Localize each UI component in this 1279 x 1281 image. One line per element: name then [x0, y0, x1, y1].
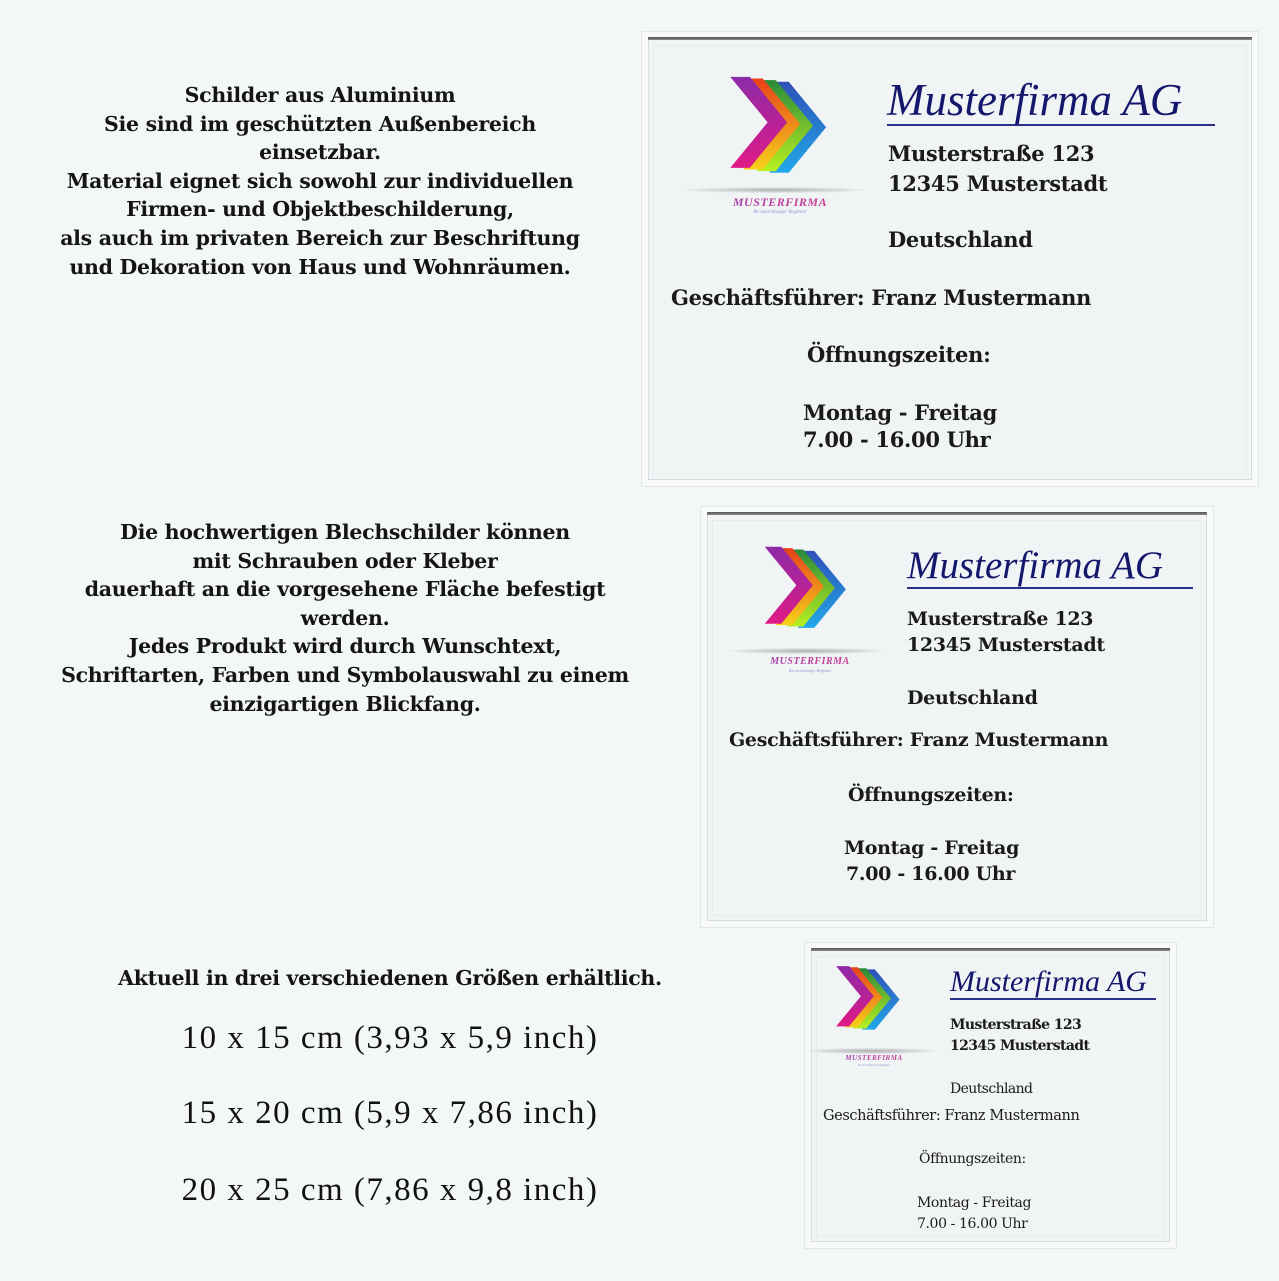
size-option-small: 10 x 15 cm (3,93 x 5,9 inch) — [181, 1020, 599, 1056]
mounting-line: mit Schrauben oder Kleber — [192, 548, 498, 573]
opening-hours-label: Öffnungszeiten: — [807, 342, 991, 367]
company-name: Musterfirma AG — [950, 966, 1156, 1000]
country: Deutschland — [950, 1081, 1033, 1097]
company-name: Musterfirma AG — [907, 546, 1193, 589]
size-option-large: 20 x 25 cm (7,86 x 9,8 inch) — [181, 1172, 599, 1208]
city: 12345 Musterstadt — [950, 1038, 1090, 1054]
company-logo — [730, 538, 890, 678]
country: Deutschland — [888, 227, 1033, 252]
country: Deutschland — [907, 687, 1038, 709]
opening-hours-label: Öffnungszeiten: — [919, 1151, 1026, 1167]
street: Musterstraße 123 — [907, 608, 1094, 630]
street: Musterstraße 123 — [950, 1017, 1082, 1033]
city: 12345 Musterstadt — [888, 171, 1108, 196]
rainbow-chevron-logo-icon — [834, 962, 920, 1038]
opening-hours: 7.00 - 16.00 Uhr — [846, 863, 1016, 885]
mounting-line: dauerhaft an die vorgesehene Fläche befestigt — [84, 577, 606, 602]
mounting-line: werden. — [300, 605, 390, 630]
company-name: Musterfirma AG — [887, 77, 1215, 126]
logo-reflection — [730, 648, 885, 654]
mounting-line: Schriftarten, Farben und Symbolauswahl zu einem — [61, 662, 629, 687]
intro-line: Sie sind im geschützten Außenbereich — [104, 111, 536, 136]
intro-line: Schilder aus Aluminium — [184, 83, 456, 107]
mounting-line: einzigartigen Blickfang. — [209, 691, 481, 716]
opening-hours-label: Öffnungszeiten: — [848, 784, 1014, 806]
intro-line: einsetzbar. — [259, 140, 381, 165]
mounting-paragraph — [10, 518, 680, 718]
sign-preview-medium — [707, 513, 1207, 921]
street: Musterstraße 123 — [888, 141, 1095, 166]
intro-paragraph — [20, 81, 620, 281]
managing-director: Geschäftsführer: Franz Mustermann — [729, 729, 1109, 751]
logo-name: MUSTERFIRMA — [730, 656, 890, 667]
mounting-line: Die hochwertigen Blechschilder können — [120, 520, 570, 544]
logo-tagline: Ihr zuverlässiger Begleiter — [788, 668, 832, 673]
logo-tagline: Ihr zuverlässiger Begleiter — [857, 1063, 891, 1067]
mounting-line: Jedes Produkt wird durch Wunschtext, — [128, 634, 562, 659]
city: 12345 Musterstadt — [907, 634, 1105, 656]
sign-preview-small — [811, 949, 1170, 1242]
company-logo — [685, 71, 865, 221]
opening-hours: 7.00 - 16.00 Uhr — [803, 427, 991, 452]
logo-name: MUSTERFIRMA — [812, 1054, 936, 1062]
sign-preview-large — [648, 38, 1252, 480]
managing-director: Geschäftsführer: Franz Mustermann — [823, 1108, 1080, 1124]
rainbow-chevron-logo-icon — [762, 542, 872, 638]
logo-name: MUSTERFIRMA — [685, 195, 875, 210]
sizes-heading: Aktuell in drei verschiedenen Größen erhältlich. — [118, 966, 662, 990]
rainbow-chevron-logo-icon — [727, 73, 857, 183]
logo-reflection — [685, 187, 865, 193]
company-logo — [812, 962, 942, 1072]
opening-days: Montag - Freitag — [844, 837, 1020, 859]
managing-director: Geschäftsführer: Franz Mustermann — [671, 285, 1092, 310]
size-option-medium: 15 x 20 cm (5,9 x 7,86 inch) — [181, 1095, 599, 1131]
intro-line: als auch im privaten Bereich zur Beschriftung — [60, 225, 580, 250]
opening-days: Montag - Freitag — [917, 1195, 1032, 1211]
intro-line: Material eignet sich sowohl zur individuellen — [66, 168, 574, 193]
opening-hours: 7.00 - 16.00 Uhr — [917, 1216, 1028, 1232]
intro-line: und Dekoration von Haus und Wohnräumen. — [69, 254, 571, 279]
logo-tagline: Ihr zuverlässiger Begleiter — [753, 210, 807, 215]
intro-line: Firmen- und Objektbeschilderung, — [126, 197, 514, 222]
opening-days: Montag - Freitag — [803, 400, 997, 425]
